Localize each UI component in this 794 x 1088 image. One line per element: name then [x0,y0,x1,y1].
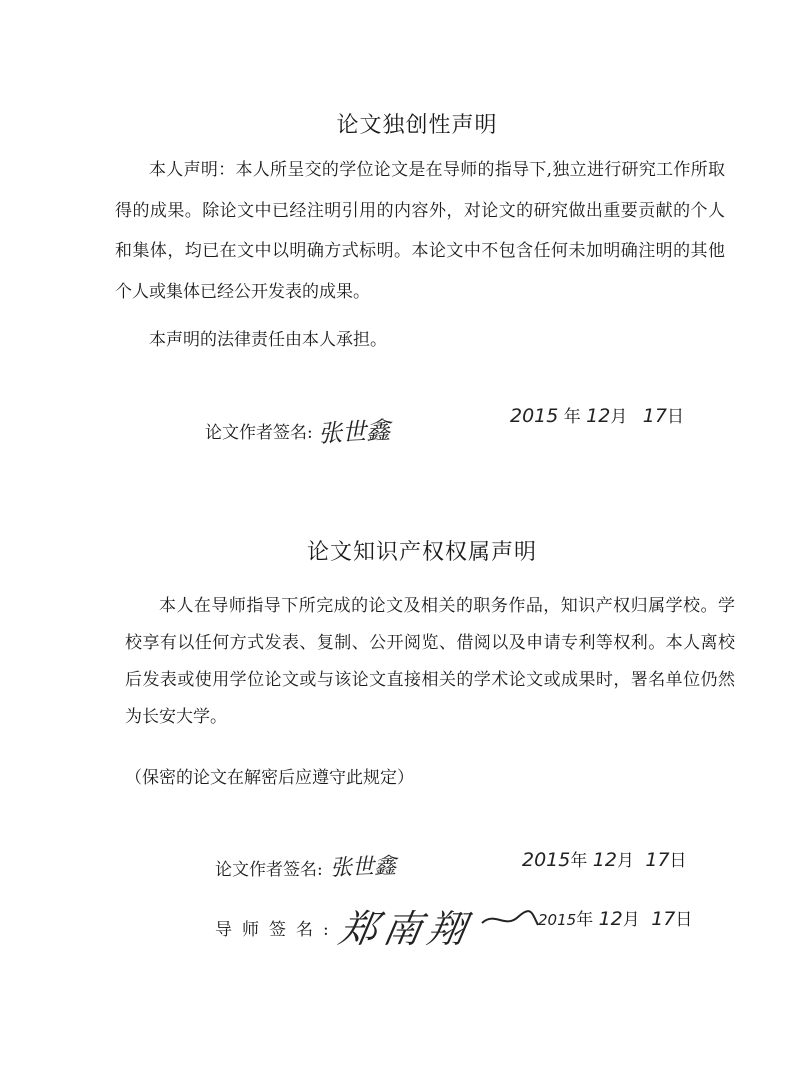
date-day-unit: 日 [669,851,687,871]
author-signature-label: 论文作者签名: [205,423,313,443]
legal-responsibility-statement: 本声明的法律责任由本人承担。 [149,330,387,350]
date-year: 2015 [510,405,559,427]
author-signature-2: 张世鑫 [329,853,397,882]
advisor-signature: 郑南翔 [335,907,476,951]
author-signature: 张世鑫 [317,416,391,448]
date-day: 17 [645,849,670,871]
date-month-unit: 月 [616,851,634,871]
date-year-unit: 年 [576,910,594,930]
advisor-signature-date [538,905,692,930]
date-day-unit: 日 [666,407,684,427]
date-month-unit: 月 [622,910,640,930]
ip-declaration-title: 论文知识产权权属声明 [306,540,537,565]
date-year-unit: 年 [570,851,588,871]
date-year-unit: 年 [563,407,581,427]
advisor-signature-label: 导师签名: [215,920,339,940]
date-day: 17 [651,908,676,930]
originality-declaration-body: 本人声明：本人所呈交的学位论文是在导师的指导下,独立进行研究工作所取得的成果。除论文中已经注明引用的内容外，对论文的研究做出重要贡献的个人和集体，均已在文中以明确方式标明。本论文中不包含任何未加明确注明的其他个人或集体已经公开发表的成果。 [115,160,725,302]
date-month-unit: 月 [610,407,628,427]
date-day: 17 [642,405,667,427]
date-year: 2015 [522,849,571,871]
originality-declaration-title: 论文独创性声明 [336,113,498,138]
author-signature-label-2: 论文作者签名: [215,860,323,880]
confidentiality-note: （保密的论文在解密后应遵守此规定） [125,768,414,788]
date-year: 2015 [538,911,577,929]
date-month: 12 [598,908,623,930]
author-signature-date [510,402,684,427]
date-month: 12 [586,405,611,427]
ip-declaration-body: 本人在导师指导下所完成的论文及相关的职务作品，知识产权归属学校。学校享有以任何方式发表、复制、公开阅览、借阅以及申请专利等权利。本人离校后发表或使用学位论文或与该论文直接相关的学术论文或成果时，署名单位仍然为长安大学。 [125,596,735,727]
date-month: 12 [592,849,617,871]
signature-flourish [480,905,540,935]
date-day-unit: 日 [675,910,693,930]
author-signature-date-2 [522,846,687,871]
